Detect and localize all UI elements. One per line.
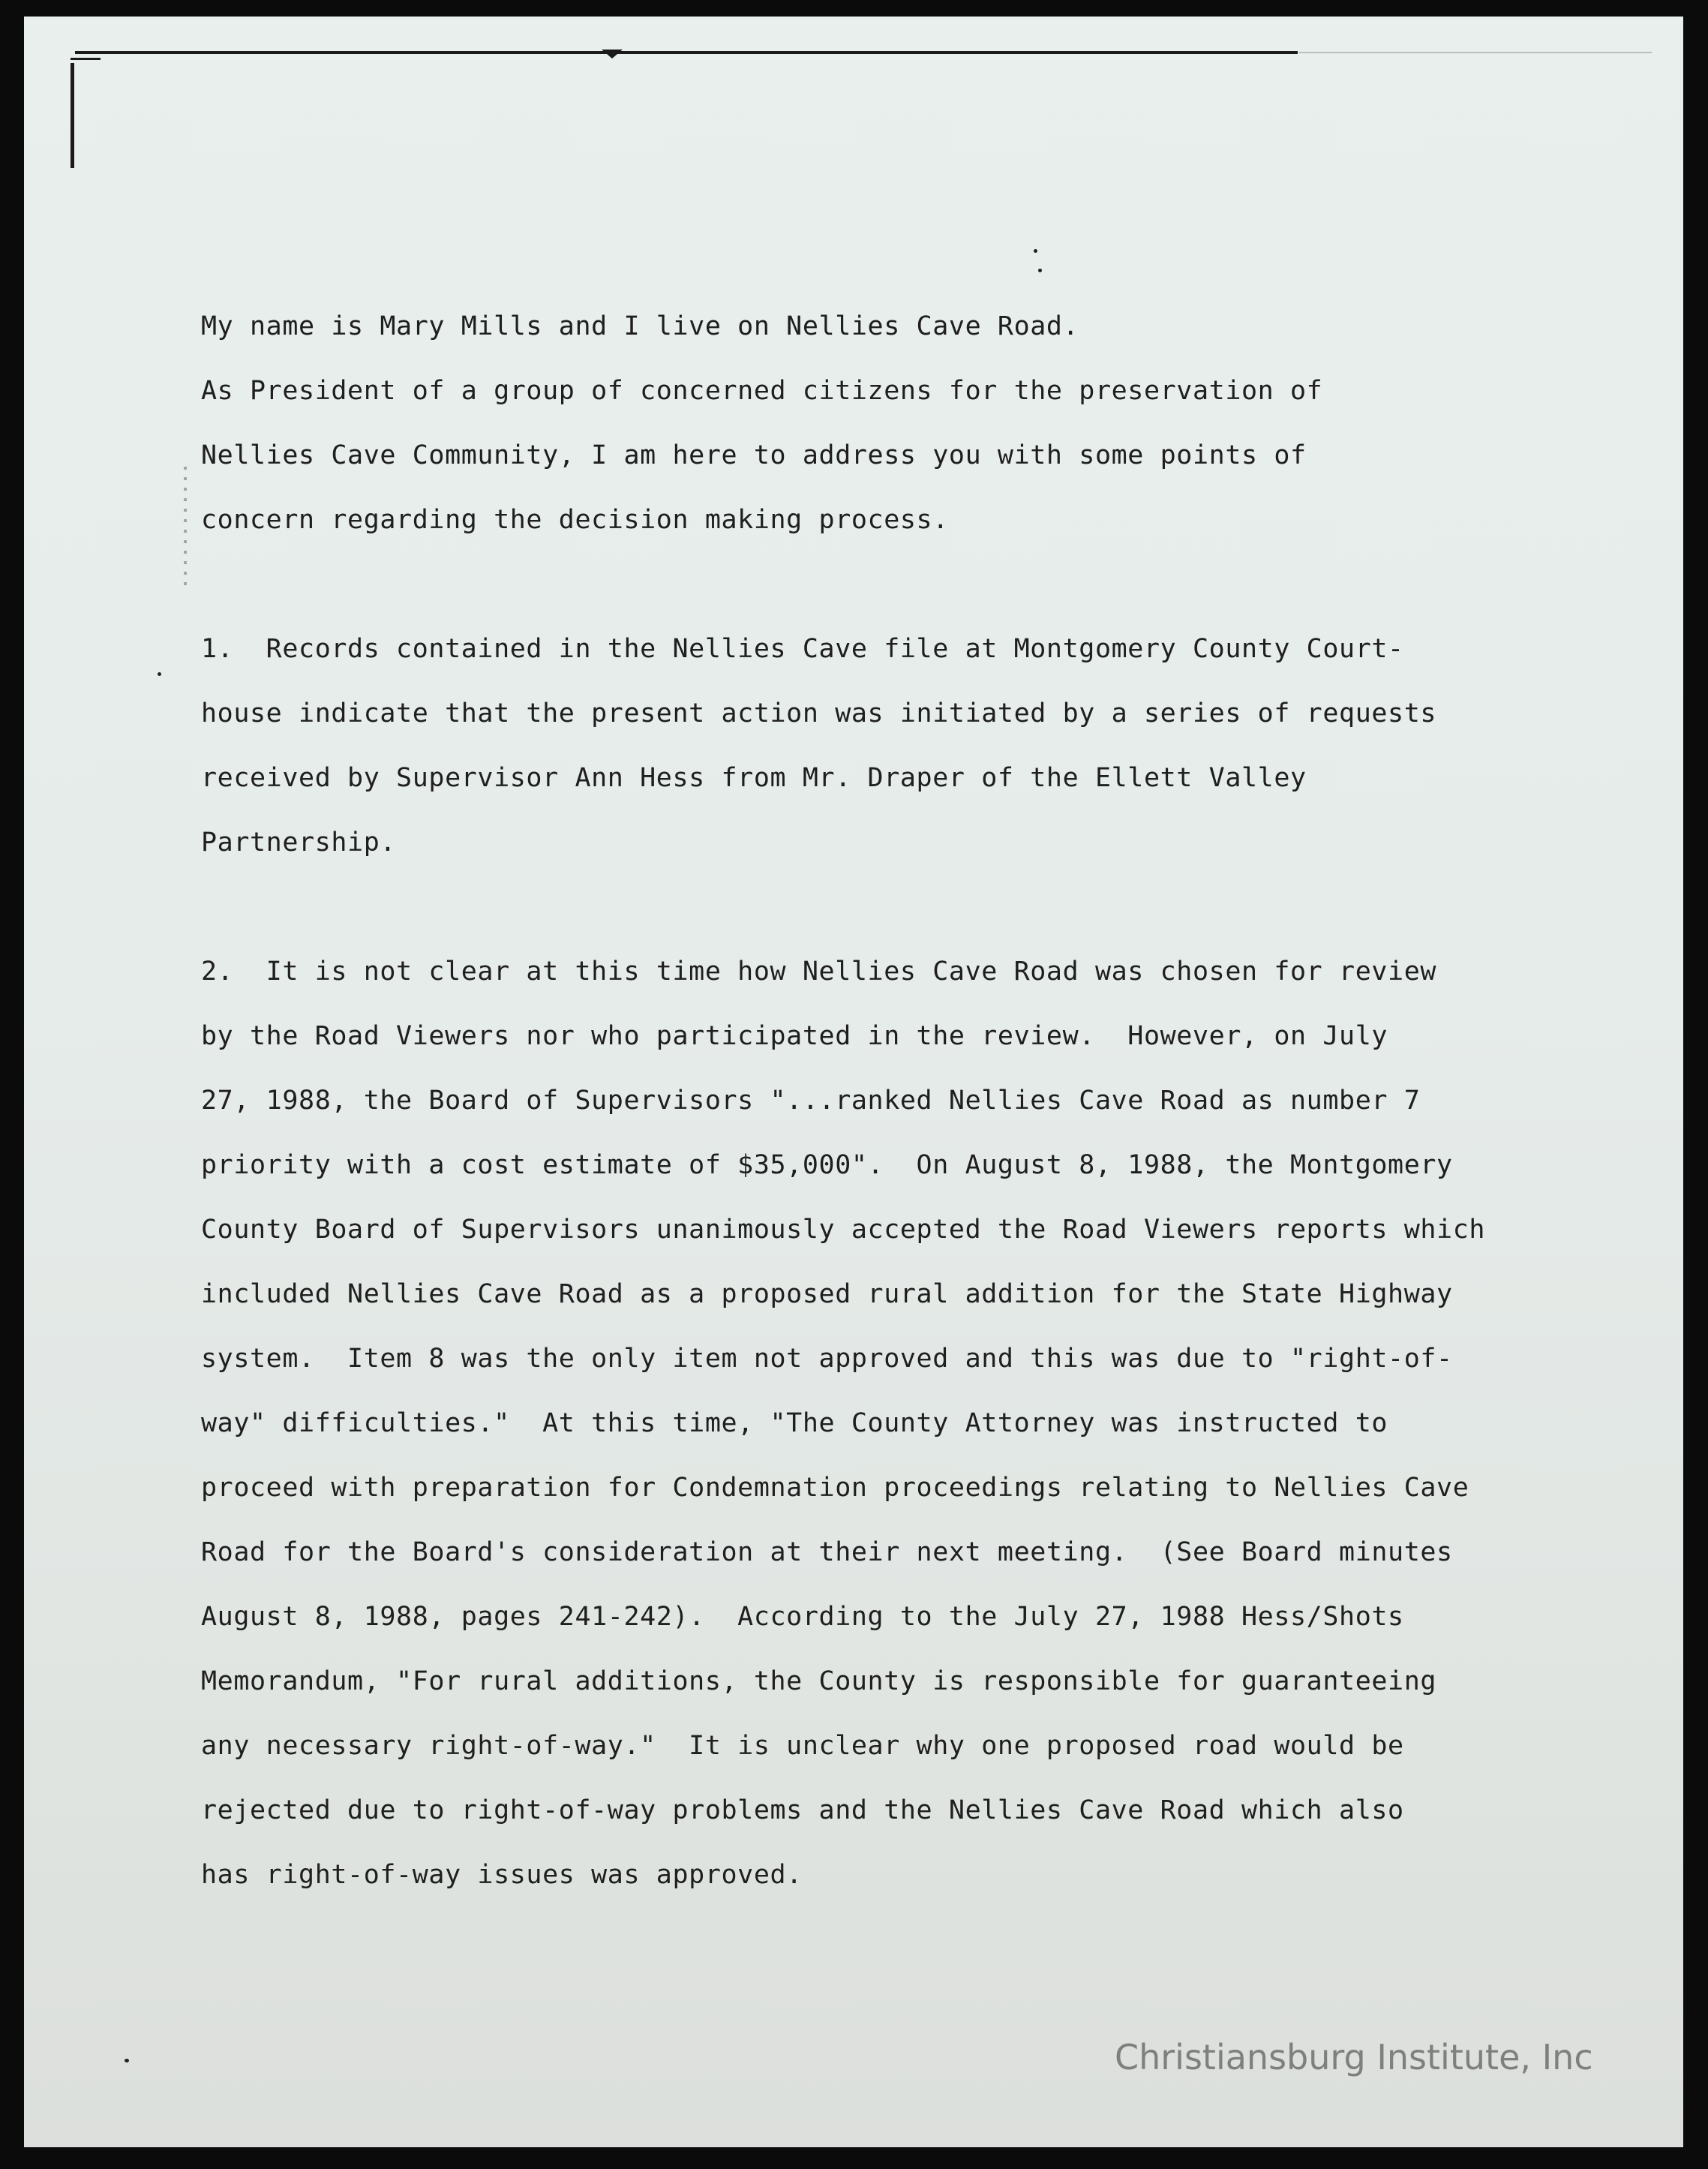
text-line: As President of a group of concerned citizens for the preservation of xyxy=(201,376,1323,406)
text-line: any necessary right-of-way." It is unclear why one proposed road would be xyxy=(201,1731,1404,1761)
text-line: County Board of Supervisors unanimously accepted the Road Viewers reports which xyxy=(201,1215,1486,1245)
top-rule xyxy=(75,51,1298,54)
speck xyxy=(1038,269,1042,272)
text-line: received by Supervisor Ann Hess from Mr. Draper of the Ellett Valley xyxy=(201,763,1307,793)
text-line: rejected due to right-of-way problems and the Nellies Cave Road which also xyxy=(201,1795,1404,1825)
speck xyxy=(158,672,161,676)
intro-paragraph xyxy=(201,294,1521,552)
text-line: house indicate that the present action was initiated by a series of requests xyxy=(201,698,1437,729)
text-line: priority with a cost estimate of $35,000". On August 8, 1988, the Montgomery xyxy=(201,1150,1453,1180)
text-line: way" difficulties." At this time, "The County Attorney was instructed to xyxy=(201,1408,1388,1438)
text-line: system. Item 8 was the only item not approved and this was due to "right-of- xyxy=(201,1344,1453,1374)
speck xyxy=(125,2059,129,2062)
text-line: Memorandum, "For rural additions, the County is responsible for guaranteeing xyxy=(201,1666,1437,1696)
text-line: 2. It is not clear at this time how Nellies Cave Road was chosen for review xyxy=(201,957,1437,987)
text-line: concern regarding the decision making process. xyxy=(201,505,949,535)
text-line: My name is Mary Mills and I live on Nellies Cave Road. xyxy=(201,311,1079,341)
top-rule-notch xyxy=(602,50,623,59)
letter-body xyxy=(201,294,1521,1907)
text-line: 27, 1988, the Board of Supervisors "...ranked Nellies Cave Road as number 7 xyxy=(201,1086,1421,1116)
text-line: proceed with preparation for Condemnation proceedings relating to Nellies Cave xyxy=(201,1473,1469,1503)
speck xyxy=(1034,249,1037,253)
top-rule-faint xyxy=(1299,52,1652,53)
watermark: Christiansburg Institute, Inc xyxy=(1115,2037,1593,2077)
text-line: Partnership. xyxy=(201,828,397,858)
text-line: August 8, 1988, pages 241-242). According to the July 27, 1988 Hess/Shots xyxy=(201,1602,1404,1632)
corner-mark xyxy=(71,58,101,60)
text-line: has right-of-way issues was approved. xyxy=(201,1860,803,1890)
text-line: 1. Records contained in the Nellies Cave file at Montgomery County Court- xyxy=(201,634,1404,664)
punch-marks xyxy=(184,467,187,587)
text-line: by the Road Viewers nor who participated in the review. However, on July xyxy=(201,1021,1388,1051)
text-line: included Nellies Cave Road as a proposed rural addition for the State Highway xyxy=(201,1279,1453,1309)
text-line: Road for the Board's consideration at their next meeting. (See Board minutes xyxy=(201,1537,1453,1567)
point-2-paragraph xyxy=(201,939,1521,1907)
margin-mark xyxy=(71,63,74,168)
text-line: Nellies Cave Community, I am here to address you with some points of xyxy=(201,440,1307,470)
scanned-page xyxy=(24,17,1683,2147)
point-1-paragraph xyxy=(201,617,1521,875)
